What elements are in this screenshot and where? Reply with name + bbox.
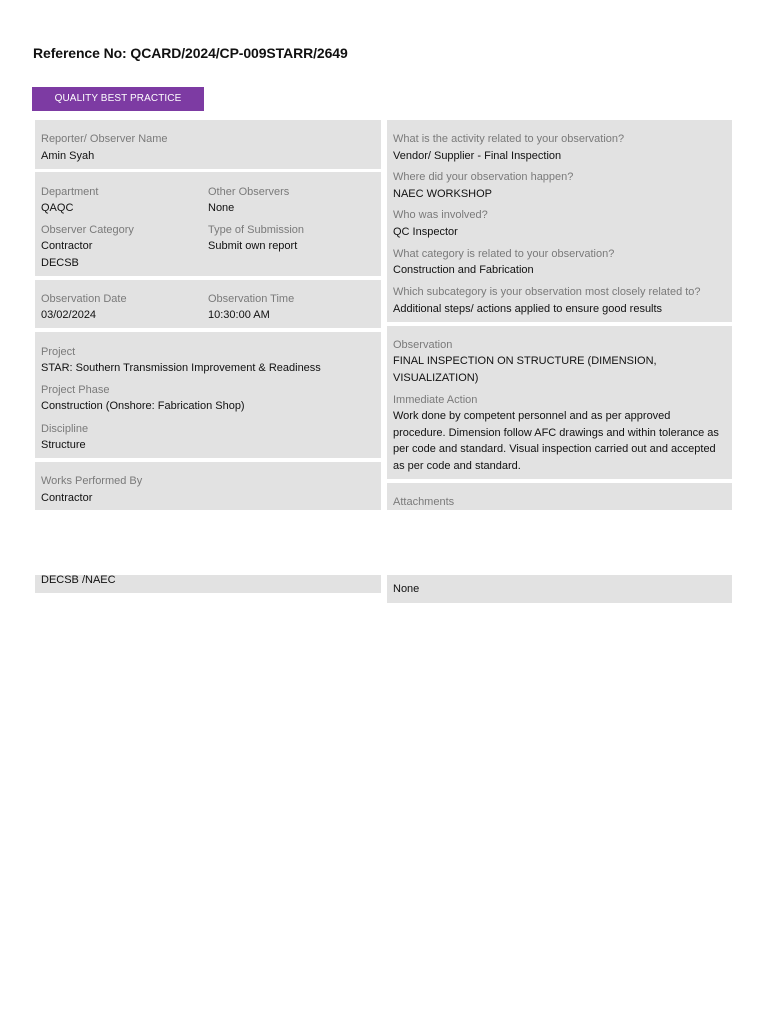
- reporter-panel: [35, 120, 381, 169]
- attachments-panel: [387, 483, 732, 510]
- reporter-label: Reporter/ Observer Name: [41, 133, 168, 145]
- submission-type-value: Submit own report: [208, 240, 298, 252]
- reference-number: Reference No: QCARD/2024/CP-009STARR/2649: [33, 45, 348, 61]
- reporter-value: Amin Syah: [41, 150, 95, 162]
- department-label: Department: [41, 186, 99, 198]
- works-performed-panel: [35, 462, 381, 510]
- project-phase-value: Construction (Onshore: Fabrication Shop): [41, 400, 245, 412]
- project-value: STAR: Southern Transmission Improvement & Readiness: [41, 362, 321, 374]
- observation-label: Observation: [393, 339, 453, 351]
- works-performed-label: Works Performed By: [41, 475, 143, 487]
- observation-panel: [387, 326, 732, 479]
- activity-details-panel: [387, 120, 732, 322]
- observation-date-label: Observation Date: [41, 293, 127, 305]
- works-performed-continued-panel: [35, 575, 381, 593]
- works-performed-value: Contractor: [41, 492, 93, 504]
- other-observers-value: None: [208, 202, 235, 214]
- attachments-continued-panel: [387, 575, 732, 603]
- involved-label: Who was involved?: [393, 209, 488, 221]
- department-panel: [35, 172, 381, 276]
- project-label: Project: [41, 346, 76, 358]
- category-value: Construction and Fabrication: [393, 264, 534, 276]
- subcategory-label: Which subcategory is your observation most closely related to?: [393, 286, 701, 298]
- attachments-label: Attachments: [393, 496, 455, 508]
- quality-best-practice-badge: QUALITY BEST PRACTICE: [32, 87, 204, 111]
- attachments-value: None: [393, 583, 420, 595]
- project-panel: [35, 332, 381, 458]
- works-performed-continued-value: DECSB /NAEC: [41, 575, 116, 586]
- activity-value: Vendor/ Supplier - Final Inspection: [393, 150, 562, 162]
- activity-label: What is the activity related to your observation?: [393, 133, 625, 145]
- discipline-value: Structure: [41, 439, 86, 451]
- observer-category-value: Contractor: [41, 240, 93, 252]
- observation-value: FINAL INSPECTION ON STRUCTURE (DIMENSION, VISUALIZATION): [393, 355, 657, 384]
- observation-time-value: 10:30:00 AM: [208, 309, 270, 321]
- subcategory-value: Additional steps/ actions applied to ensure good results: [393, 303, 663, 315]
- discipline-label: Discipline: [41, 423, 89, 435]
- project-phase-label: Project Phase: [41, 384, 110, 396]
- observation-date-value: 03/02/2024: [41, 309, 97, 321]
- other-observers-label: Other Observers: [208, 186, 290, 198]
- observer-category-value-line2: DECSB: [41, 257, 79, 269]
- observer-category-label: Observer Category: [41, 224, 134, 236]
- immediate-action-value: Work done by competent personnel and as per approved procedure. Dimension follow AFC drawings and within tolerance as per code and standard. Visual inspection carried out and accepted as per code and standard.: [393, 410, 719, 472]
- department-value: QAQC: [41, 202, 74, 214]
- location-value: NAEC WORKSHOP: [393, 188, 493, 200]
- submission-type-label: Type of Submission: [208, 224, 304, 236]
- location-label: Where did your observation happen?: [393, 171, 574, 183]
- immediate-action-label: Immediate Action: [393, 394, 478, 406]
- involved-value: QC Inspector: [393, 226, 458, 238]
- category-label: What category is related to your observation?: [393, 248, 615, 260]
- observation-datetime-panel: [35, 280, 381, 328]
- observation-time-label: Observation Time: [208, 293, 295, 305]
